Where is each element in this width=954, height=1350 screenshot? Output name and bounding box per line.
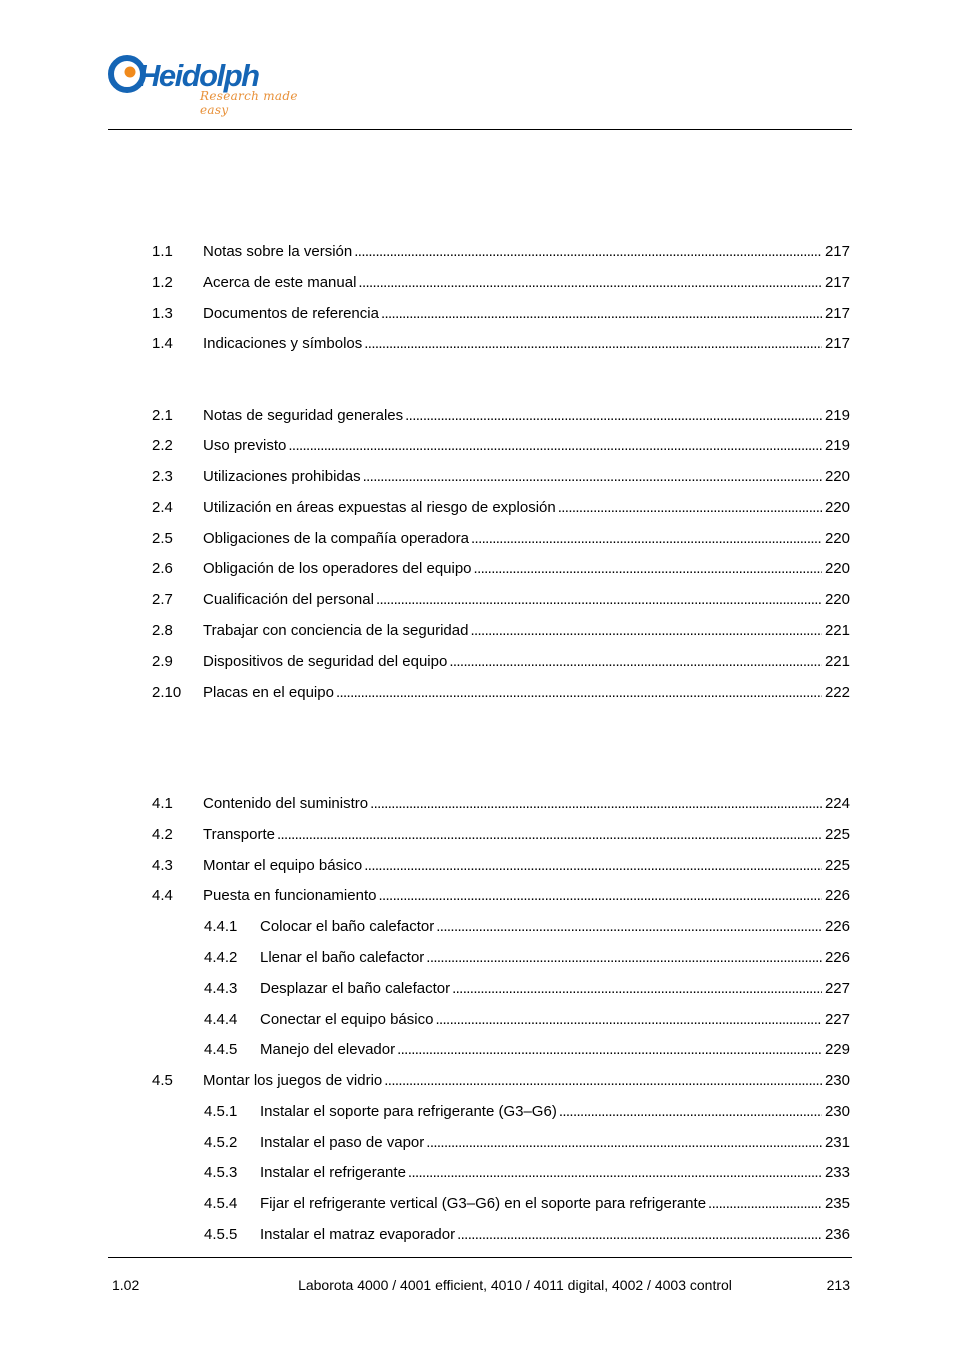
toc-dot-leader <box>381 304 822 324</box>
toc-entry-page: 220 <box>824 530 850 547</box>
toc-entry-number: 2.1 <box>152 407 173 424</box>
toc-entry[interactable] <box>152 334 850 354</box>
toc-entry-page: 226 <box>824 918 850 935</box>
toc-entry-number: 2.6 <box>152 560 173 577</box>
toc-dot-leader <box>408 1163 822 1183</box>
toc-dot-leader <box>559 1102 822 1122</box>
toc-entry-number: 1.3 <box>152 305 173 322</box>
toc-entry-page: 217 <box>824 274 850 291</box>
toc-entry-number: 4.5 <box>152 1072 173 1089</box>
toc-entry-number: 4.5.5 <box>204 1226 238 1243</box>
toc-entry-page: 227 <box>824 1011 850 1028</box>
toc-entry[interactable] <box>152 856 850 876</box>
toc-entry[interactable] <box>152 794 850 814</box>
toc-entry-number: 4.2 <box>152 826 173 843</box>
toc-dot-leader <box>277 825 822 845</box>
toc-entry-title: Montar los juegos de vidrio <box>203 1072 383 1089</box>
toc-entry-page: 217 <box>824 335 850 352</box>
toc-entry-number: 4.5.3 <box>204 1164 238 1181</box>
toc-entry[interactable] <box>152 621 850 641</box>
footer-version: 1.02 <box>112 1277 140 1293</box>
toc-entry-page: 221 <box>824 622 850 639</box>
toc-entry-title: Uso previsto <box>203 437 287 454</box>
toc-dot-leader <box>370 794 822 814</box>
toc-entry[interactable] <box>152 467 850 487</box>
toc-entry[interactable] <box>152 683 850 703</box>
toc-entry-number: 4.4.5 <box>204 1041 238 1058</box>
toc-dot-leader <box>354 242 822 262</box>
toc-dot-leader <box>436 917 822 937</box>
toc-entry[interactable] <box>204 1163 850 1183</box>
toc-entry-title: Contenido del suministro <box>203 795 369 812</box>
toc-dot-leader <box>435 1010 822 1030</box>
toc-entry[interactable] <box>204 979 850 999</box>
toc-dot-leader <box>471 529 822 549</box>
toc-entry-number: 4.4.3 <box>204 980 238 997</box>
toc-entry-page: 224 <box>824 795 850 812</box>
toc-entry-number: 2.5 <box>152 530 173 547</box>
toc-dot-leader <box>558 498 822 518</box>
toc-entry-title: Acerca de este manual <box>203 274 357 291</box>
footer-product: Laborota 4000 / 4001 efficient, 4010 / 4011 digital, 4002 / 4003 control <box>298 1277 732 1293</box>
toc-entry-page: 235 <box>824 1195 850 1212</box>
toc-entry-title: Instalar el matraz evaporador <box>260 1226 456 1243</box>
toc-entry-page: 220 <box>824 468 850 485</box>
toc-entry-page: 220 <box>824 560 850 577</box>
toc-entry-title: Instalar el paso de vapor <box>260 1134 425 1151</box>
toc-entry[interactable] <box>152 886 850 906</box>
toc-entry-page: 226 <box>824 887 850 904</box>
toc-dot-leader <box>358 273 822 293</box>
toc-entry-title: Notas de seguridad generales <box>203 407 404 424</box>
toc-entry[interactable] <box>152 304 850 324</box>
toc-entry-title: Transporte <box>203 826 275 843</box>
toc-dot-leader <box>378 886 822 906</box>
toc-entry-title: Dispositivos de seguridad del equipo <box>203 653 448 670</box>
toc-dot-leader <box>288 436 822 456</box>
toc-entry-number: 1.1 <box>152 243 173 260</box>
toc-entry[interactable] <box>152 406 850 426</box>
toc-entry-number: 4.5.2 <box>204 1134 238 1151</box>
toc-entry[interactable] <box>152 1071 850 1091</box>
toc-dot-leader <box>426 948 822 968</box>
toc-entry[interactable] <box>152 529 850 549</box>
toc-entry-number: 1.2 <box>152 274 173 291</box>
brand-name: Heidolph <box>138 58 259 93</box>
toc-entry-page: 233 <box>824 1164 850 1181</box>
toc-dot-leader <box>708 1194 822 1214</box>
toc-entry-title: Manejo del elevador <box>260 1041 396 1058</box>
toc-entry[interactable] <box>204 1194 850 1214</box>
toc-entry[interactable] <box>204 1040 850 1060</box>
toc-entry-title: Utilización en áreas expuestas al riesgo de explosión <box>203 499 556 516</box>
brand-tagline: Research made easy <box>200 89 298 117</box>
toc-entry[interactable] <box>152 273 850 293</box>
toc-entry-number: 4.4.2 <box>204 949 238 966</box>
toc-entry[interactable] <box>152 242 850 262</box>
toc-entry-page: 236 <box>824 1226 850 1243</box>
toc-entry-page: 230 <box>824 1103 850 1120</box>
toc-dot-leader <box>470 621 822 641</box>
toc-dot-leader <box>452 979 822 999</box>
toc-dot-leader <box>449 652 822 672</box>
footer-divider <box>108 1257 852 1258</box>
toc-entry[interactable] <box>204 1133 850 1153</box>
toc-entry-number: 4.3 <box>152 857 173 874</box>
toc-entry-page: 220 <box>824 499 850 516</box>
toc-entry-title: Desplazar el baño calefactor <box>260 980 451 997</box>
toc-entry-number: 2.9 <box>152 653 173 670</box>
toc-entry-number: 4.4 <box>152 887 173 904</box>
toc-entry-page: 219 <box>824 437 850 454</box>
toc-entry[interactable] <box>204 917 850 937</box>
toc-entry-title: Instalar el refrigerante <box>260 1164 406 1181</box>
toc-entry-page: 227 <box>824 980 850 997</box>
toc-entry[interactable] <box>152 652 850 672</box>
toc-dot-leader <box>384 1071 822 1091</box>
toc-entry-title: Llenar el baño calefactor <box>260 949 425 966</box>
toc-entry-title: Obligación de los operadores del equipo <box>203 560 472 577</box>
toc-entry-title: Puesta en funcionamiento <box>203 887 377 904</box>
toc-entry-title: Utilizaciones prohibidas <box>203 468 361 485</box>
toc-entry-title: Colocar el baño calefactor <box>260 918 435 935</box>
toc-entry[interactable] <box>204 1225 850 1245</box>
toc-entry-number: 2.7 <box>152 591 173 608</box>
toc-entry[interactable] <box>152 436 850 456</box>
toc-entry-number: 4.5.1 <box>204 1103 238 1120</box>
toc-entry-page: 220 <box>824 591 850 608</box>
toc-entry-title: Montar el equipo básico <box>203 857 363 874</box>
toc-entry-page: 229 <box>824 1041 850 1058</box>
toc-entry-page: 231 <box>824 1134 850 1151</box>
toc-entry-page: 226 <box>824 949 850 966</box>
toc-dot-leader <box>474 559 822 579</box>
toc-dot-leader <box>405 406 822 426</box>
toc-entry[interactable] <box>204 948 850 968</box>
toc-entry-title: Documentos de referencia <box>203 305 379 322</box>
toc-entry-page: 222 <box>824 684 850 701</box>
footer-page-number: 213 <box>826 1277 850 1293</box>
toc-entry-page: 230 <box>824 1072 850 1089</box>
toc-entry[interactable] <box>152 825 850 845</box>
toc-entry-number: 4.1 <box>152 795 173 812</box>
toc-dot-leader <box>376 590 822 610</box>
toc-entry-number: 2.2 <box>152 437 173 454</box>
toc-dot-leader <box>336 683 822 703</box>
toc-entry-page: 221 <box>824 653 850 670</box>
toc-entry-number: 4.4.4 <box>204 1011 238 1028</box>
toc-entry[interactable] <box>152 559 850 579</box>
toc-dot-leader <box>364 856 822 876</box>
toc-entry-title: Indicaciones y símbolos <box>203 335 363 352</box>
toc-entry[interactable] <box>152 498 850 518</box>
toc-dot-leader <box>397 1040 822 1060</box>
toc-entry-number: 2.4 <box>152 499 173 516</box>
toc-entry-title: Obligaciones de la compañía operadora <box>203 530 470 547</box>
toc-entry-title: Cualificación del personal <box>203 591 374 608</box>
toc-dot-leader <box>426 1133 822 1153</box>
toc-entry-title: Instalar el soporte para refrigerante (G3–G6) <box>260 1103 557 1120</box>
heidolph-logo <box>108 52 328 117</box>
toc-entry-page: 217 <box>824 243 850 260</box>
toc-entry-title: Placas en el equipo <box>203 684 334 701</box>
toc-entry-page: 217 <box>824 305 850 322</box>
toc-entry[interactable] <box>204 1102 850 1122</box>
toc-entry-number: 2.10 <box>152 684 182 701</box>
toc-dot-leader <box>363 467 822 487</box>
toc-entry-page: 225 <box>824 826 850 843</box>
toc-entry-title: Notas sobre la versión <box>203 243 353 260</box>
toc-entry-title: Conectar el equipo básico <box>260 1011 434 1028</box>
header-divider <box>108 129 852 130</box>
toc-entry-number: 1.4 <box>152 335 173 352</box>
toc-dot-leader <box>364 334 822 354</box>
toc-entry-page: 219 <box>824 407 850 424</box>
toc-entry-number: 4.5.4 <box>204 1195 238 1212</box>
toc-entry-number: 2.3 <box>152 468 173 485</box>
toc-entry-title: Fijar el refrigerante vertical (G3–G6) en el soporte para refrigerante <box>260 1195 707 1212</box>
toc-entry-page: 225 <box>824 857 850 874</box>
toc-entry[interactable] <box>204 1010 850 1030</box>
toc-entry[interactable] <box>152 590 850 610</box>
toc-entry-number: 4.4.1 <box>204 918 238 935</box>
toc-entry-number: 2.8 <box>152 622 173 639</box>
toc-entry-title: Trabajar con conciencia de la seguridad <box>203 622 469 639</box>
toc-dot-leader <box>457 1225 822 1245</box>
